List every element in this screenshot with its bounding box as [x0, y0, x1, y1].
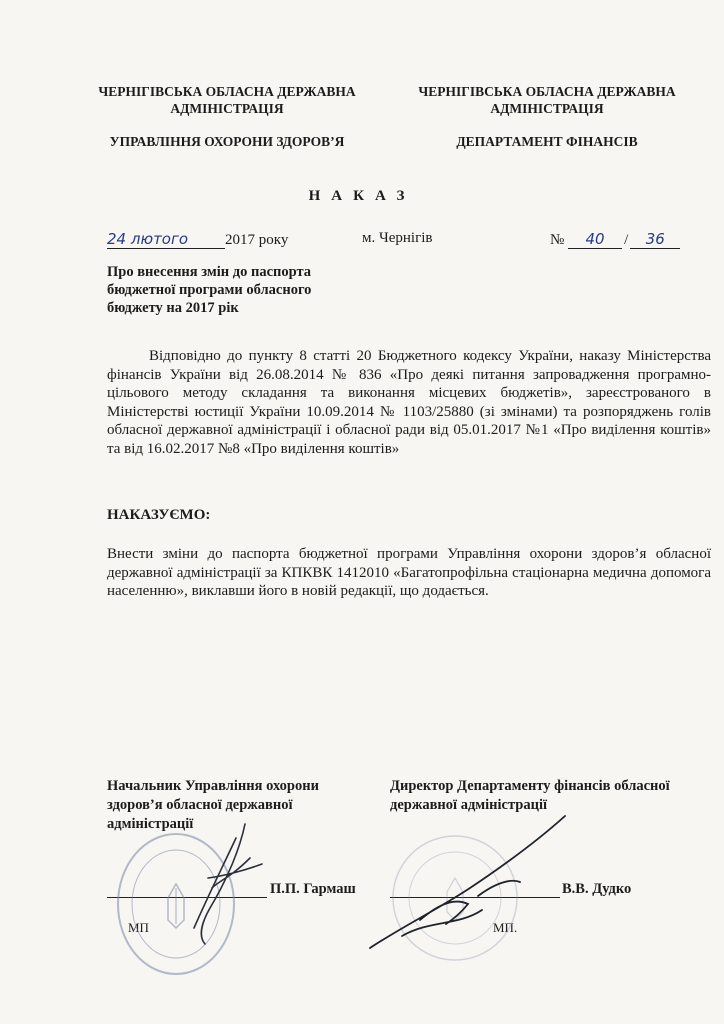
signature-left-title: Начальник Управління охорони здоров’я обласної державної адміністрації [107, 778, 319, 832]
document-subject: Про внесення змін до паспорта бюджетної програми обласного бюджету на 2017 рік [107, 264, 312, 316]
city: м. Чернігів [362, 230, 433, 246]
body-paragraph-1: Відповідно до пункту 8 статті 20 Бюджетного кодексу України, наказу Міністерства фінансів України від 26.08.2014 № 836 «Про деякі питання запровадження програмно-цільового методу складання та виконання місцевих бюджетів», зареєстрованого в Міністерстві юстиції України 10.09.2014 № 1103/25880 (зі змінами) та розпоряджень голів обласної державної адміністрації і обласної ради від 05.01.2017 №1 «Про виділення коштів» та від 16.02.2017 №8 «Про виділення коштів» [107, 348, 711, 457]
signature-right-seal-label: МП. [493, 920, 518, 935]
date-year: 2017 року [225, 232, 289, 248]
order-word: НАКАЗУЄМО: [107, 507, 211, 523]
number-prefix: № [550, 232, 565, 248]
signature-left-name: П.П. Гармаш [270, 881, 356, 897]
signature-right-title: Директор Департаменту фінансів обласної державної адміністрації [390, 778, 670, 813]
date-line [107, 230, 288, 249]
number-left: 40 [568, 230, 622, 249]
header-right-org: ЧЕРНІГІВСЬКА ОБЛАСНА ДЕРЖАВНА АДМІНІСТРАЦІЯ [418, 84, 676, 116]
header-left-org: ЧЕРНІГІВСЬКА ОБЛАСНА ДЕРЖАВНА АДМІНІСТРАЦІЯ [98, 84, 356, 116]
date-handwritten: 24 лютого [107, 230, 225, 249]
signature-left-seal-label: МП [128, 920, 149, 935]
header-left-dept: УПРАВЛІННЯ ОХОРОНИ ЗДОРОВ’Я [109, 134, 345, 149]
document-title: НАКАЗ [308, 188, 416, 204]
signature-right-handwriting-icon [360, 808, 580, 958]
signature-right-name: В.В. Дудко [562, 881, 632, 897]
signature-left-handwriting-icon [150, 818, 270, 948]
order-number: № 40 / 36 [550, 230, 680, 249]
header-right-dept: ДЕПАРТАМЕНТ ФІНАНСІВ [456, 134, 638, 149]
number-right: 36 [630, 230, 680, 249]
body-paragraph-2: Внести зміни до паспорта бюджетної програми Управління охорони здоров’я обласної державної адміністрації за КПКВК 1412010 «Багатопрофільна стаціонарна медична допомога населенню», виклавши його в новій редакції, що додається. [107, 546, 711, 600]
